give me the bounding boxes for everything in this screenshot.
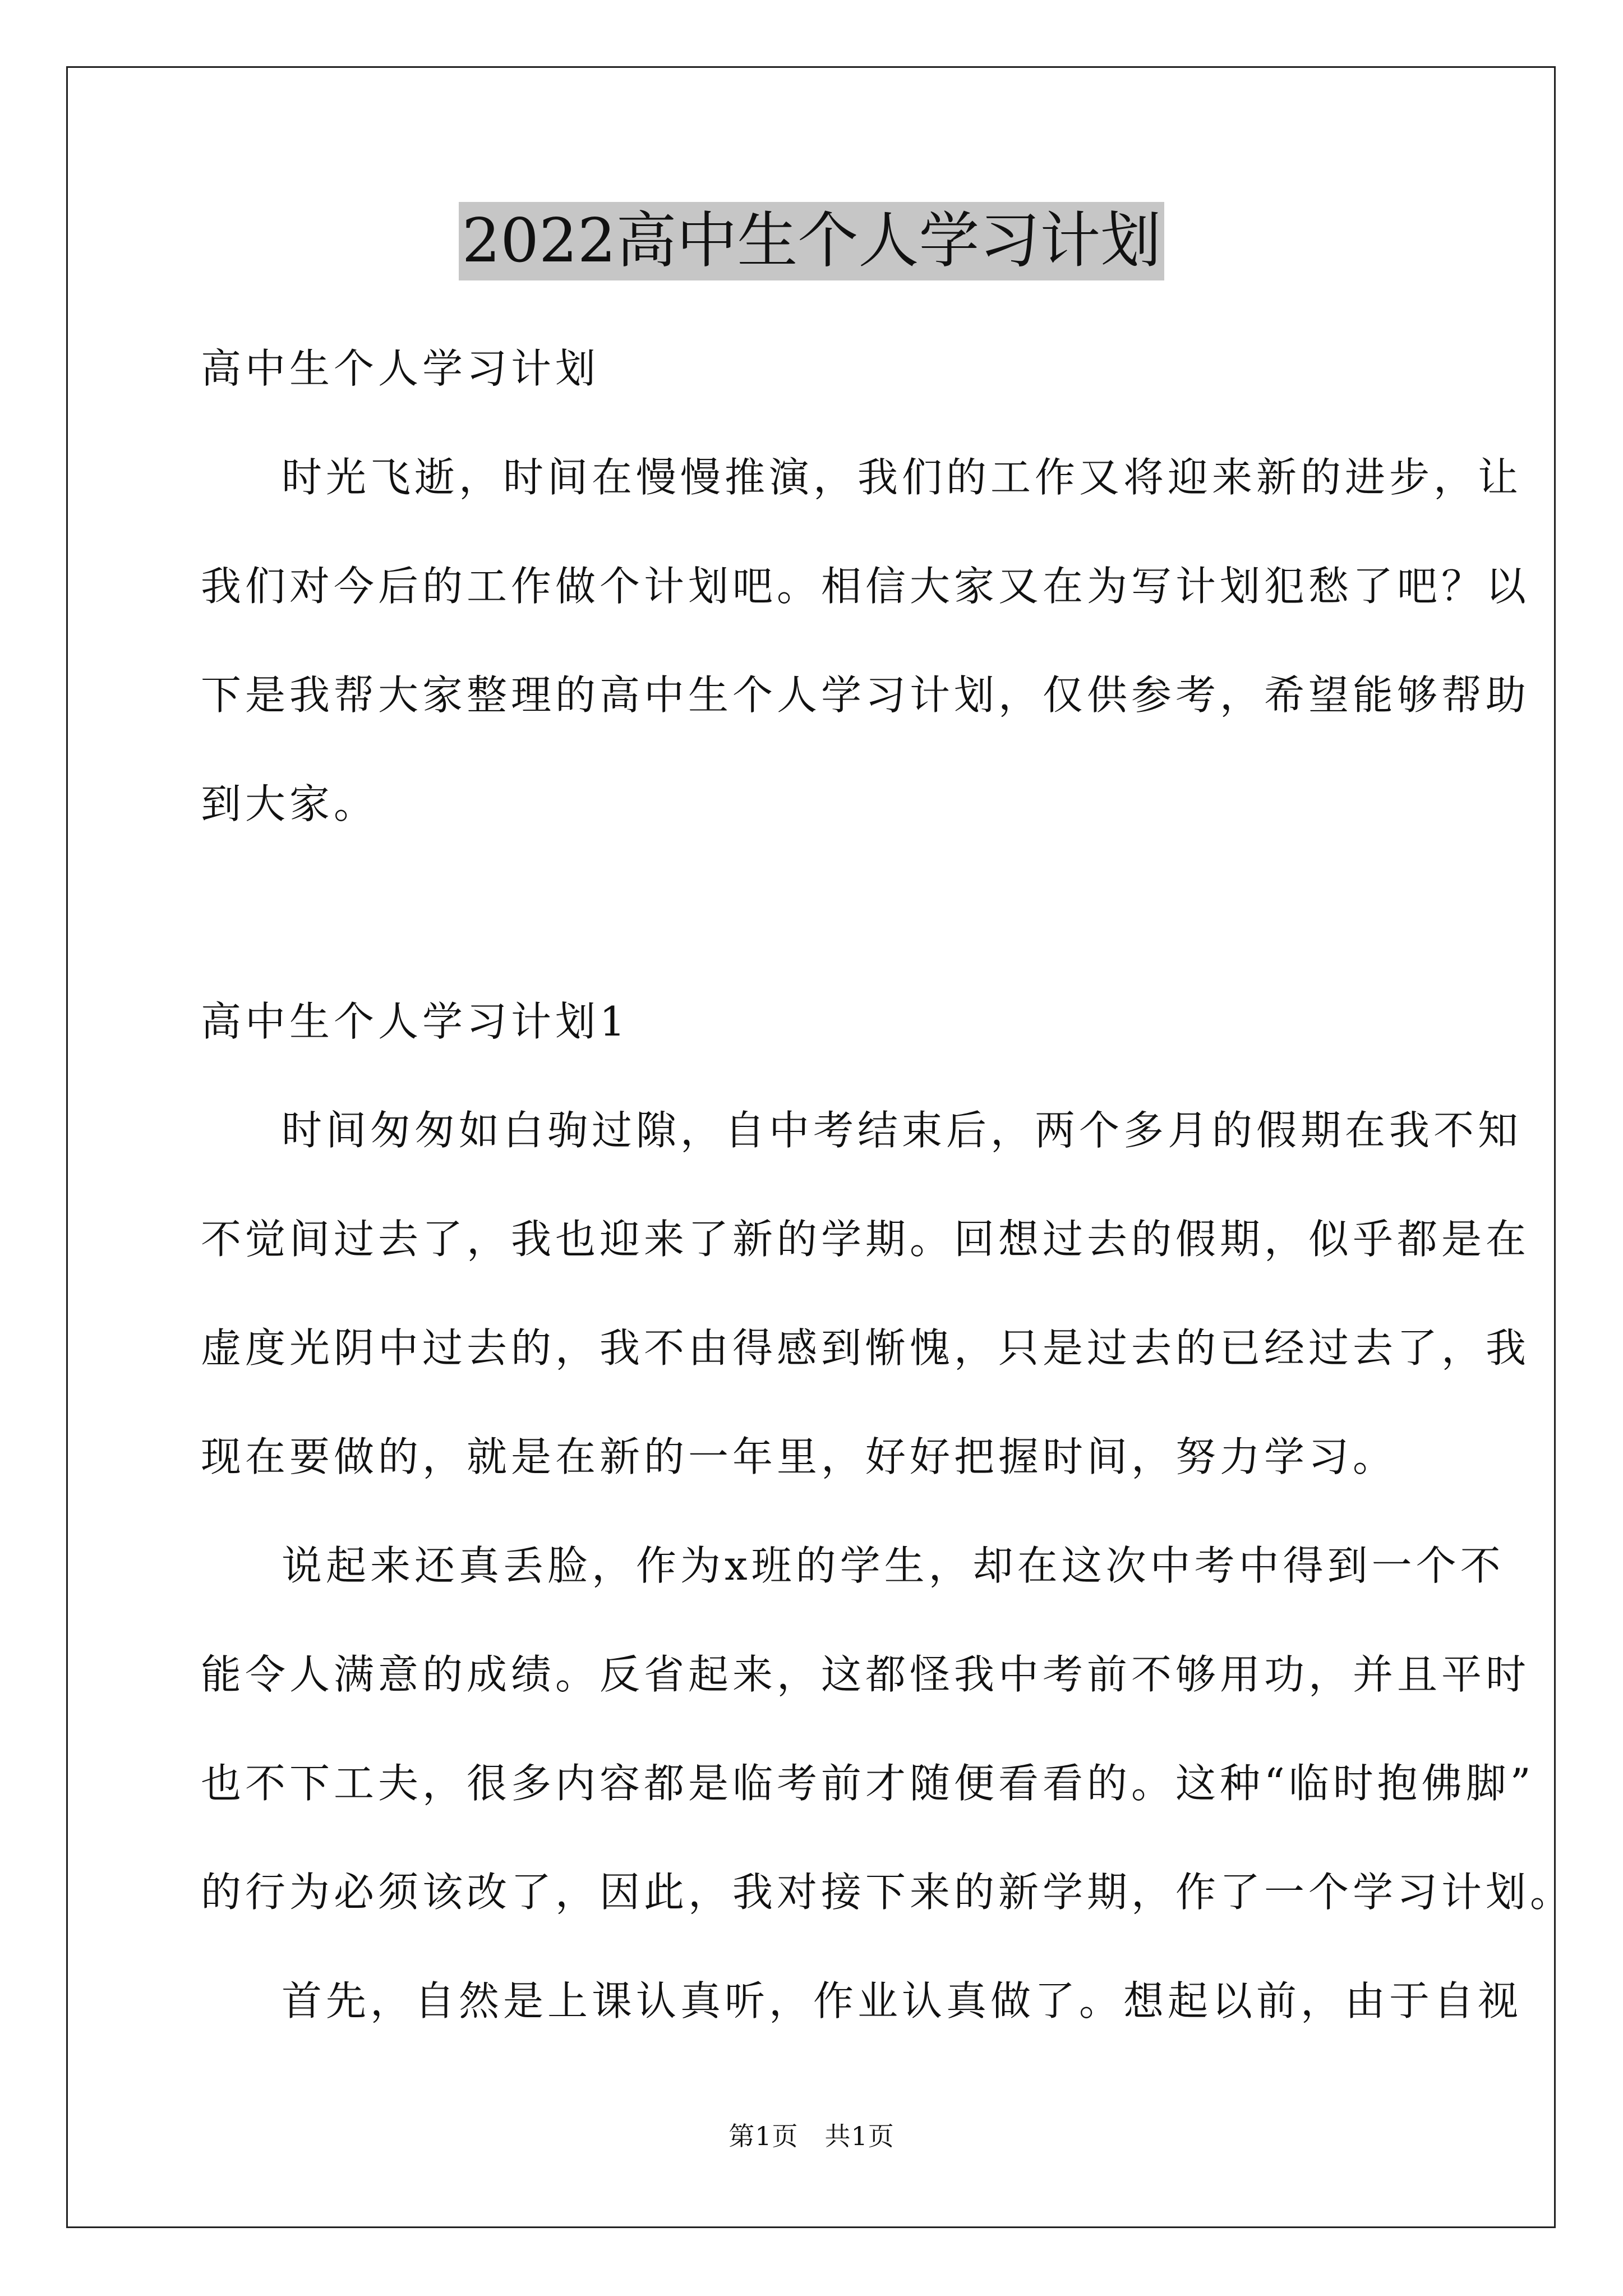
paragraph-line: 能令人满意的成绩。反省起来，这都怪我中考前不够用功，并且平时: [201, 1651, 1530, 1698]
page-footer: 第1页 共1页: [728, 2121, 895, 2151]
paragraph-line: 虚度光阴中过去的，我不由得感到惭愧，只是过去的已经过去了，我: [201, 1324, 1530, 1372]
paragraph-line: 现在要做的，就是在新的一年里，好好把握时间，努力学习。: [201, 1433, 1398, 1480]
paragraph-line: 说起来还真丢脸，作为x班的学生，却在这次中考中得到一个不: [282, 1542, 1505, 1589]
title-container: [0, 202, 1623, 280]
paragraph-line: 首先，自然是上课认真听，作业认真做了。想起以前，由于自视: [282, 1977, 1523, 2024]
paragraph-line: 我们对今后的工作做个计划吧。相信大家又在为写计划犯愁了吧？以: [201, 563, 1530, 610]
section-heading: 高中生个人学习计划1: [201, 998, 629, 1045]
document-title: 2022高中生个人学习计划: [459, 202, 1165, 280]
paragraph-line: 时光飞逝，时间在慢慢推演，我们的工作又将迎来新的进步，让: [282, 454, 1523, 501]
paragraph-line: 时间匆匆如白驹过隙，自中考结束后，两个多月的假期在我不知: [282, 1107, 1523, 1154]
paragraph-line: 不觉间过去了，我也迎来了新的学期。回想过去的假期，似乎都是在: [201, 1216, 1530, 1263]
section-heading: 高中生个人学习计划: [201, 345, 600, 392]
paragraph-line: 的行为必须该改了，因此，我对接下来的新学期，作了一个学习计划。: [201, 1869, 1575, 1916]
paragraph-line: 也不下工夫，很多内容都是临考前才随便看看的。这种“临时抱佛脚”: [201, 1760, 1535, 1807]
paragraph-gap: [201, 858, 1435, 967]
document-body: [201, 314, 1575, 2055]
paragraph-line: 到大家。: [201, 780, 379, 827]
paragraph-line: 下是我帮大家整理的高中生个人学习计划，仅供参考，希望能够帮助: [201, 671, 1530, 719]
